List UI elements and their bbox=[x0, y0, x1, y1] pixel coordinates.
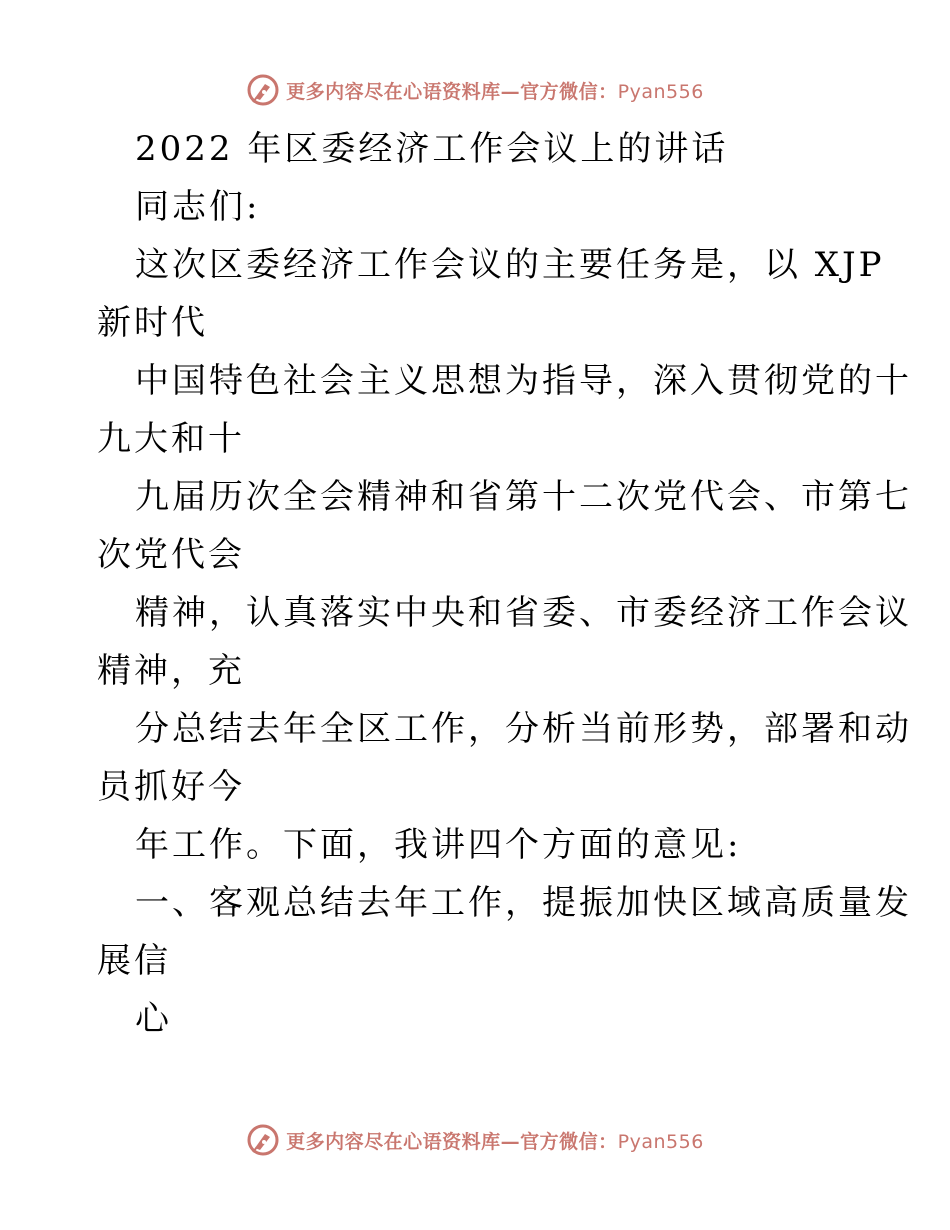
paragraph-line: 九大和十 bbox=[97, 419, 245, 459]
paragraph-line: 精神，认真落实中央和省委、市委经济工作会议 bbox=[135, 593, 912, 633]
paragraph-line: 精神，充 bbox=[97, 651, 245, 691]
watermark-footer bbox=[0, 1120, 950, 1160]
section-heading-continued: 心 bbox=[135, 999, 172, 1039]
section-heading: 一、客观总结去年工作，提振加快区域高质量发 bbox=[135, 883, 912, 923]
pen-nib-circle-icon bbox=[246, 1123, 280, 1157]
document-body bbox=[97, 120, 912, 1048]
document-title: 2022 年区委经济工作会议上的讲话 bbox=[135, 129, 729, 169]
paragraph-line: 员抓好今 bbox=[97, 767, 245, 807]
paragraph-line: 九届历次全会精神和省第十二次党代会、市第七 bbox=[135, 477, 912, 517]
watermark-wechat-id: Pyan556 bbox=[617, 80, 704, 103]
paragraph-line: 年工作。下面，我讲四个方面的意见: bbox=[135, 825, 742, 865]
paragraph-line: 新时代 bbox=[97, 303, 208, 343]
watermark-text: 更多内容尽在心语资料库—官方微信：Pyan556 bbox=[286, 1130, 704, 1153]
section-heading-continued: 展信 bbox=[97, 941, 171, 981]
watermark-header bbox=[0, 70, 950, 110]
paragraph-line: 次党代会 bbox=[97, 535, 245, 575]
paragraph-line: 分总结去年全区工作，分析当前形势，部署和动 bbox=[135, 709, 912, 749]
watermark-wechat-id: Pyan556 bbox=[617, 1130, 704, 1153]
paragraph-line: 中国特色社会主义思想为指导，深入贯彻党的十 bbox=[135, 361, 912, 401]
pen-nib-circle-icon bbox=[246, 73, 280, 107]
watermark-text: 更多内容尽在心语资料库—官方微信：Pyan556 bbox=[286, 80, 704, 103]
paragraph-line: 这次区委经济工作会议的主要任务是，以 XJP bbox=[135, 245, 885, 285]
greeting: 同志们: bbox=[135, 187, 261, 227]
